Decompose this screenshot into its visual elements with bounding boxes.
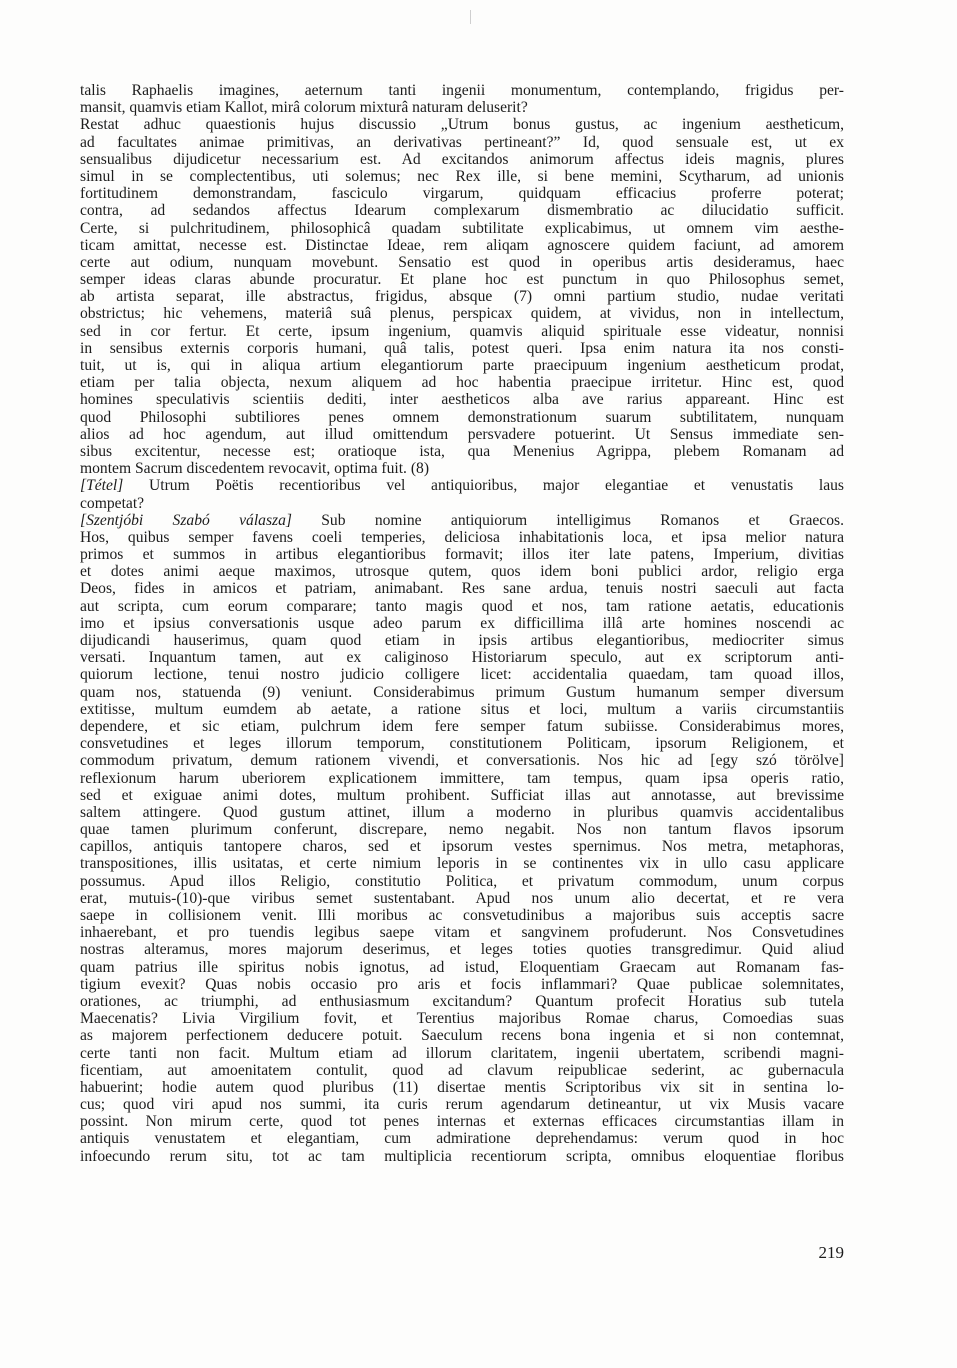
text-line	[80, 237, 844, 254]
text-line	[80, 168, 844, 185]
text-run: in sensibus externis corporis humani, quâ talis, potest queri. Ipsa enim natura ita nos consti-	[80, 339, 844, 357]
text-line	[80, 993, 844, 1010]
text-line	[80, 271, 844, 288]
text-run: competat?	[80, 494, 145, 512]
text-line	[80, 701, 844, 718]
text-line	[80, 254, 844, 271]
text-line	[80, 752, 844, 769]
text-run: imo et ipsius conversationis usque adeo parum ex difficillima illâ arte homines noscendi ac	[80, 614, 844, 632]
text-run: Maecenatis? Livia Virgilium fovit, et Terentius majoribus Romae charus, Comoedias suas	[80, 1010, 844, 1028]
text-line	[80, 890, 844, 907]
text-run: cus; quod viri apud nos summi, ita curis rerum agendarum detineantur, ut vix Musis vacare	[80, 1096, 844, 1114]
text-run: inhaerebant, et pro tuendis legibus saepe vitam et sangvinem profuderunt. Nos Consvetudines	[80, 924, 844, 942]
text-line	[80, 426, 844, 443]
text-run: sed in cor fertur. Et certe, ipsum ingenium, quamvis aliquid spirituale esse videatur, nonnisi	[80, 322, 844, 340]
text-line	[80, 305, 844, 322]
text-run: versati. Inquantum tamen, aut ex caliginoso Historiarum speculo, aut ex scriptorum anti-	[80, 649, 844, 667]
text-line	[80, 323, 844, 340]
text-run: Sub nomine antiquiorum intelligimus Romanos et Graecos.	[291, 511, 844, 529]
text-line	[80, 873, 844, 890]
text-run: Deos, fides in amicos et patriam, animabant. Res sane ardua, tenuis nostri saeculi aut facta	[80, 580, 844, 598]
text-line	[80, 134, 844, 151]
text-run: quod Philosophi subtiliores penes omnem demonstrationum suarum subtilitatem, nunquam	[80, 408, 844, 426]
text-line	[80, 1096, 844, 1113]
text-line	[80, 959, 844, 976]
text-run: commodum privatum, demum rationem vivendi, et conversationis. Nos hic ad [egy szó törölve]	[80, 752, 844, 770]
text-run: saepe in collisionem venit. Illi moribus ac consvetudinibus a majoribus suis acceptis sacre	[80, 907, 844, 924]
text-line	[80, 409, 844, 426]
text-run: contra, ad sedandos affectus Idearum complexarum dismembratio ac dilucidatio sufficit.	[80, 202, 844, 220]
text-line	[80, 1079, 844, 1096]
text-line	[80, 580, 844, 597]
text-line	[80, 821, 844, 838]
text-line	[80, 443, 844, 460]
text-line	[80, 512, 844, 529]
text-run: certe aut odium, nunquam movebunt. Sensatio est quod in operibus artis desideramus, haec	[80, 253, 844, 271]
text-run: ad facultates animae primitivas, an derivativas pertineant?” Id, quod sensuale est, ut ex	[80, 133, 844, 151]
text-line	[80, 563, 844, 580]
text-run: ticam amittat, necesse est. Distinctae Ideae, rem aliqam agnoscere quidem faciunt, ad amorem	[80, 236, 844, 254]
text-line	[80, 288, 844, 305]
text-run: certe tanti non facit. Multum etiam ad illorum claritatem, ingenii ubertatem, scribendi magni-	[80, 1044, 844, 1062]
text-run: infoecundo rerum situ, tot ac tam multiplicia recentiorum scripta, omnibus eloquentiae floribus	[80, 1147, 844, 1165]
text-run: orationes, ac triumphi, ad enthusiasmum excitandum? Quantum profecit Horatius sub tutela	[80, 992, 844, 1010]
italic-heading: [Tétel]	[80, 477, 124, 495]
text-line	[80, 718, 844, 735]
text-line	[80, 855, 844, 872]
text-line	[80, 495, 844, 512]
text-line	[80, 220, 844, 237]
text-line	[80, 787, 844, 804]
text-run: alios ad hoc agendum, aut illud omittendum persvadere potuerint. Ut Sensus immediate sen-	[80, 425, 844, 443]
text-run: quam nos, statuenda (9) veniunt. Considerabimus primum Gustum humanum semper diversum	[80, 683, 844, 701]
text-run: tigium evexit? Quas nobis occasio pro aris et focis inflammari? Quae publicae solemnitates,	[80, 975, 844, 993]
italic-heading: [Szentjóbi Szabó válasza]	[80, 511, 292, 529]
text-line	[80, 666, 844, 683]
text-run: possint. Non mirum certe, quod tot penes internas et externas efficaces circumstantias illam in	[80, 1113, 844, 1131]
text-run: saltem attingere. Quod gustum attinet, illum a moderno in pluribus quamvis accidentalibus	[80, 803, 844, 821]
text-line	[80, 1045, 844, 1062]
text-line	[80, 649, 844, 666]
text-run: et dotes animi aeque maximos, utrosque qutem, quos idem boni publici ardor, religio erga	[80, 563, 844, 581]
text-line	[80, 976, 844, 993]
text-line	[80, 391, 844, 408]
text-line	[80, 477, 844, 494]
text-run: fortitudinem demonstrandam, fasciculo virgarum, quidquam efficacius proferre poterat;	[80, 185, 844, 203]
text-line	[80, 941, 844, 958]
scan-mark	[470, 10, 471, 24]
text-run: ab artista separat, ille abstractus, frigidus, absque (7) omni partium studio, nudae veritati	[80, 288, 844, 306]
text-run: Hos, quibus semper favens coeli temperies, deliciosa inhabitationis loca, et ipsa melior natura	[80, 528, 844, 546]
text-run: consvetudines et leges illorum temporum, constitutionem Politicam, ipsorum Religionem, et	[80, 735, 844, 753]
text-line	[80, 598, 844, 615]
text-run: semper ideas claras abunde procuratur. Et plane hoc est punctum in quo Philosophus semet,	[80, 271, 844, 289]
text-run: habuerint; hodie autem quod pluribus (11) disertae mentis Scriptoribus vix sit in sentina lo-	[80, 1078, 844, 1096]
text-line	[80, 374, 844, 391]
text-run: homines speculativis scientiis dediti, inter aestheticos alba ave rarius appareant. Hinc est	[80, 391, 844, 409]
text-run: extitisse, multum eumdem ab aetate, a ratione situs et loci, multum a variis circumstantiis	[80, 700, 844, 718]
text-line	[80, 632, 844, 649]
text-run: sibus excitentur, necesse est; oratioque ista, qua Menenius Agrippa, plebem Romanam ad	[80, 442, 844, 460]
text-run: quam patrius ille spiritus nobis ignotus, ad istud, Eloquentiam Graecam aut Romanam fas-	[80, 958, 844, 976]
text-run: quiorum lectione, tenui nostro judicio colligere licet: accidentalia quaedam, tam quoad illos,	[80, 666, 844, 684]
text-line	[80, 340, 844, 357]
text-run: primos et summos in artibus elegantioribus formavit; illos iter late patens, Imperium, divitias	[80, 546, 844, 564]
text-line	[80, 357, 844, 374]
text-run: obstrictus; hic vehemens, materiâ suâ plenus, perspicax quidem, at vividus, non in intellectum,	[80, 305, 844, 323]
text-line	[80, 99, 844, 116]
text-line	[80, 1130, 844, 1147]
text-line	[80, 460, 844, 477]
page-number: 219	[818, 1243, 844, 1262]
text-run: aut scripta, cum eorum comparare; tanto magis quod et nos, tam ratione aetatis, educationis	[80, 597, 844, 615]
text-line	[80, 151, 844, 168]
text-run: Certe, si pulchritudinem, philosophicâ quadam subtilitate explicabimus, ut omnem vim aesthe-	[80, 219, 844, 237]
text-line	[80, 838, 844, 855]
text-line	[80, 1062, 844, 1079]
text-line	[80, 529, 844, 546]
text-line	[80, 924, 844, 941]
text-line	[80, 1027, 844, 1044]
text-run: Utrum Poëtis recentioribus vel antiquioribus, major elegantiae et venustatis laus	[123, 477, 844, 495]
text-run: sensualibus dijudicetur necessarium est. Ad excitandos animorum affectus ideis magnis, plures	[80, 150, 844, 168]
text-run: sed et exiguae animi dotes, multum prohibent. Sufficiat illas aut annotasse, aut brevissime	[80, 786, 844, 804]
text-run: dijudicandi hauserimus, quam quod etiam in ipsis artibus elegantioribus, mediocriter simus	[80, 632, 844, 649]
text-run: possumus. Apud illos Religio, constitutio Politica, et privatum commodum, unum corpus	[80, 872, 844, 890]
text-run: etiam per talia objecta, nexum aliquem ad hoc habentia praecipue irritetur. Hinc est, quod	[80, 374, 844, 392]
text-run: dependere, et sic etiam, pulchrum idem fere semper fatum subiisse. Considerabimus mores,	[80, 717, 844, 735]
text-line	[80, 1148, 844, 1165]
text-line	[80, 116, 844, 133]
text-line	[80, 546, 844, 563]
text-run: tuit, ut is, qui in aliqua artium elegantiorum parte praecipuum ingenium aestheticum prodat,	[80, 357, 844, 374]
text-run: as majorem perfectionem deducere potuit. Saeculum recens bona ingenia et si non contemnat,	[80, 1027, 844, 1045]
text-line	[80, 770, 844, 787]
text-line	[80, 185, 844, 202]
text-run: capillos, antiquis tantopere charos, sed et ipsorum vestes spernimus. Nos metra, metaphoras,	[80, 838, 844, 856]
text-run: quae tamen plurimum conferunt, discrepare, nemo negabit. Nos non tantum flavos ipsorum	[80, 821, 844, 839]
text-line	[80, 1010, 844, 1027]
text-run: ficentiam, aut amoenitatem contulit, quod ad clavum reipublicae sederint, ac gubernacula	[80, 1061, 844, 1079]
text-line	[80, 804, 844, 821]
text-run: Restat adhuc quaestionis hujus discussio „Utrum bonus gustus, ac ingenium aestheticum,	[80, 116, 844, 134]
text-line	[80, 615, 844, 632]
text-run: mansit, quamvis etiam Kallot, mirâ colorum mixturâ naturam deluserit?	[80, 99, 528, 117]
text-run: reflexionum harum uberiorem explicationem immittere, tam tempus, quam ipsa operis ratio,	[80, 769, 844, 787]
text-line	[80, 202, 844, 219]
text-run: talis Raphaelis imagines, aeternum tanti ingenii monumentum, contemplando, frigidus per-	[80, 82, 844, 99]
text-line	[80, 735, 844, 752]
text-run: nostras alteramus, mores majorum deserimus, et leges toties quoties transgredimur. Quid aliud	[80, 941, 844, 959]
text-run: montem Sacrum discedentem revocavit, optima fuit. (8)	[80, 460, 430, 478]
text-line	[80, 1113, 844, 1130]
text-run: simul in se complectentibus, uti solemus; nec Rex ille, si bene memini, Scytharum, ad unionis	[80, 167, 844, 185]
text-run: erat, mutuis-(10)-que viribus semet sustentabant. Apud nos unum alio decertat, et re vera	[80, 889, 844, 907]
text-line	[80, 684, 844, 701]
text-line	[80, 82, 844, 99]
text-run: antiquis venustatem et elegantiam, cum admiratione deprehendamus: verum quod in hoc	[80, 1130, 844, 1148]
text-line	[80, 907, 844, 924]
body-text	[80, 82, 844, 1165]
text-run: transpositiones, illis usitatas, et certe nimium leporis in se continentes vix in ullo casu applicare	[80, 855, 844, 873]
